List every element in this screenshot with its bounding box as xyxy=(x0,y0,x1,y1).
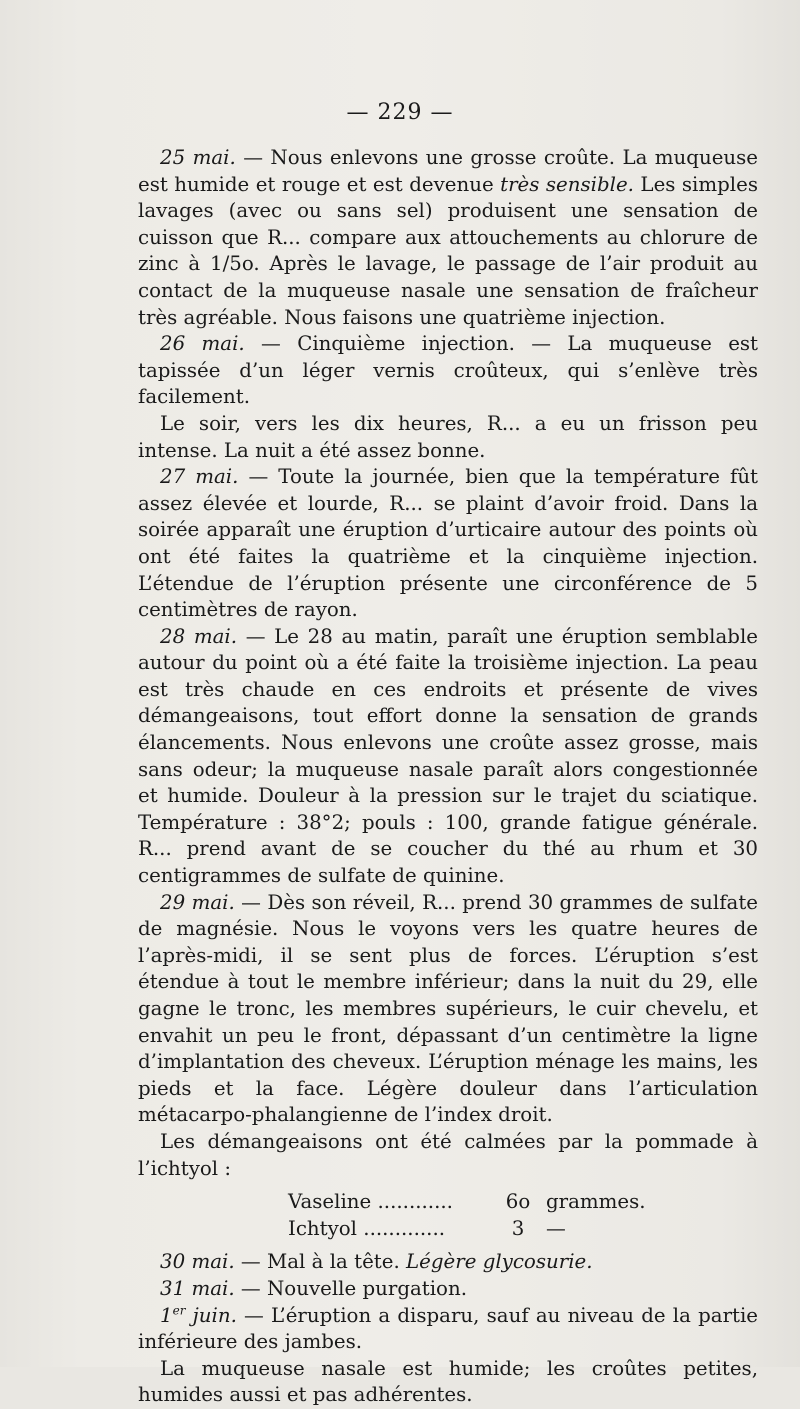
entry-text: Les démangeaisons ont été calmées par la pommade à l’ichtyol : xyxy=(138,1129,758,1180)
ingredient-unit: grammes. xyxy=(546,1190,646,1214)
recipe-table xyxy=(288,1189,758,1242)
entry-text: — Toute la journée, bien que la température fût assez élevée et lourde, R... se plaint d’avoir froid. Dans la soirée apparaît une éruption d’urticaire autour des points où ont été faites la quatrième et la cinquième injection. L’étendue de l’éruption présente une circonférence de 5 centimètres de rayon. xyxy=(138,465,759,622)
entry-text: Le soir, vers les dix heures, R... a eu un frisson peu intense. La nuit a été assez bonne. xyxy=(138,411,758,462)
paragraph xyxy=(138,411,758,464)
entry-date: 27 mai. xyxy=(160,465,239,489)
entry-text: Les simples lavages (avec ou sans sel) produisent une sensation de cuisson que R... compare aux attouchements au chlorure de zinc à 1/5o. Après le lavage, le passage de l’air produit au contact de la muqueuse nasale une sensation de fraîcheur très agréable. Nous faisons une quatrième injection. xyxy=(138,172,758,329)
recipe-row xyxy=(288,1216,758,1243)
entry-date: 28 mai. xyxy=(160,624,238,648)
paragraph xyxy=(138,1303,758,1356)
entry-text: — Nous enlevons une grosse croûte. La muqueuse est humide et rouge et est devenue xyxy=(138,146,758,196)
date-month: juin. xyxy=(185,1303,237,1327)
page-number: — 229 — xyxy=(346,100,454,125)
entry-date: 26 mai. xyxy=(160,332,245,356)
date-day: 1 xyxy=(160,1303,173,1327)
entry-text: La muqueuse nasale est humide; les croûtes petites, humides aussi et pas adhérentes. xyxy=(138,1356,758,1407)
paragraph xyxy=(138,1129,758,1182)
entry-text: — Le 28 au matin, paraît une éruption semblable autour du point où a été faite la troisième injection. La peau est très chaude en ces endroits et présente de vives démangeaisons, tout effort donne la sensation de grands élancements. Nous enlevons une croûte assez grosse, mais sans odeur; la muqueuse nasale paraît alors congestionnée et humide. Douleur à la pression sur le trajet du sciatique. Température : 38°2; pouls : 100, grande fatigue générale. R... prend avant de se coucher du thé au rhum et 30 centigrammes de sulfate de quinine. xyxy=(138,624,758,888)
ingredient-amount: 3 xyxy=(511,1216,525,1240)
entry-date: 31 mai. xyxy=(160,1276,235,1300)
emphasis: très sensible. xyxy=(500,172,634,196)
paragraph xyxy=(138,145,758,331)
ingredient-name: Ichtyol ............. xyxy=(288,1216,446,1240)
entry-text: — L’éruption a disparu, sauf au niveau de la partie inférieure des jambes. xyxy=(138,1303,759,1354)
paragraph xyxy=(138,890,758,1129)
entry-date: 30 mai. xyxy=(160,1250,235,1274)
ingredient-amount: 6o xyxy=(505,1190,531,1214)
entry-date: 29 mai. xyxy=(160,890,235,914)
date-ordinal: er xyxy=(172,1302,186,1317)
emphasis: Légère glycosurie. xyxy=(406,1250,593,1274)
body-text xyxy=(138,145,758,1409)
recipe-row xyxy=(288,1189,758,1216)
paragraph xyxy=(138,1276,758,1303)
entry-date: 25 mai. xyxy=(160,146,236,169)
ingredient-unit: — xyxy=(546,1216,566,1240)
paragraph xyxy=(138,1356,758,1409)
entry-date xyxy=(160,1304,237,1327)
entry-text: — Cinquième injection. — La muqueuse est tapissée d’un léger vernis croûteux, qui s’enlève très facilement. xyxy=(138,332,758,409)
entry-text: — Dès son réveil, R... prend 30 grammes de sulfate de magnésie. Nous le voyons vers les quatre heures de l’après-midi, il se sent plus de forces. L’éruption s’est étendue à tout le membre inférieur; dans la nuit du 29, elle gagne le tronc, les membres supérieurs, le cuir chevelu, et envahit un peu le front, dépassant d’un centimètre la ligne d’implantation des cheveux. L’éruption ménage les mains, les pieds et la face. Légère douleur dans l’articulation métacarpo-phalangienne de l’index droit. xyxy=(138,890,759,1127)
entry-text: — Nouvelle purgation. xyxy=(234,1276,467,1300)
ingredient-name: Vaseline ............ xyxy=(288,1190,453,1214)
paragraph xyxy=(138,624,758,890)
entry-text: — Mal à la tête. xyxy=(234,1250,407,1274)
paragraph xyxy=(138,331,758,411)
paragraph xyxy=(138,464,758,624)
paragraph xyxy=(138,1249,758,1276)
